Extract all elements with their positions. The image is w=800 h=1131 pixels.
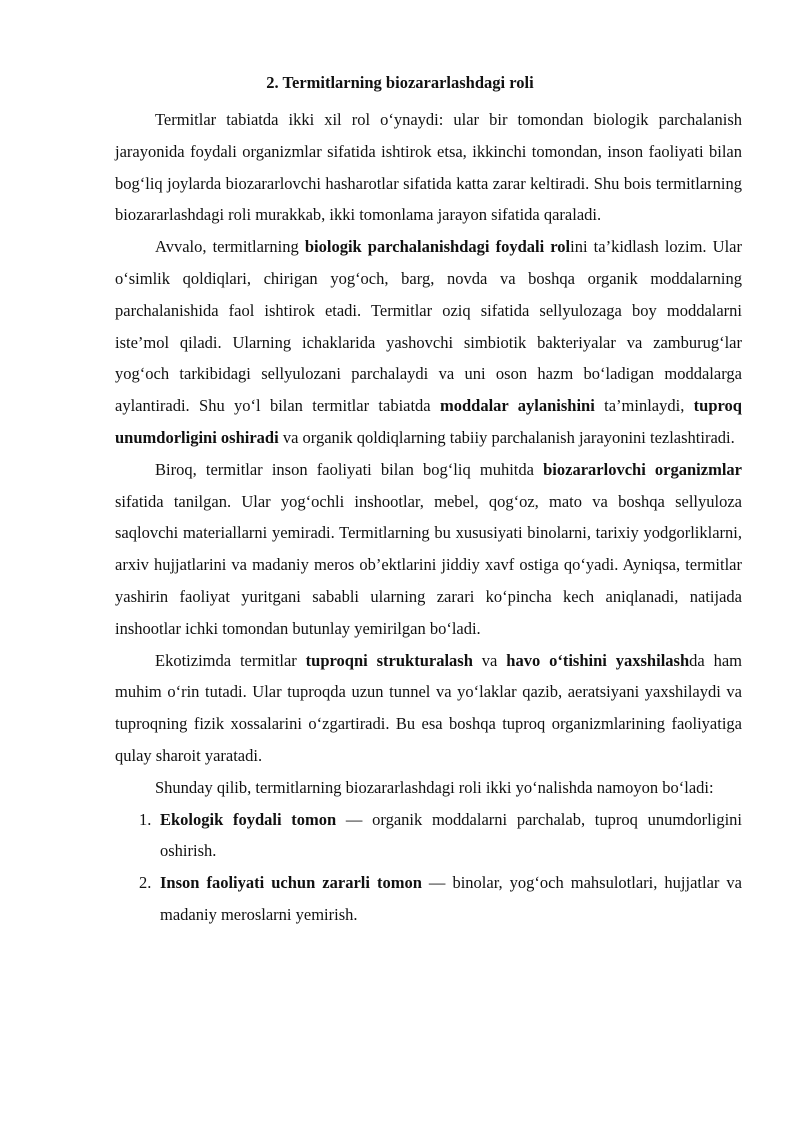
emphasis-aeration: havo o‘tishini yaxshilash xyxy=(506,650,690,670)
paragraph-ecosystem-role xyxy=(115,645,742,772)
text-span: va organik qoldiqlarning tabiiy parchalanish jarayonini tezlashtiradi. xyxy=(278,427,735,447)
paragraph-intro: Termitlar tabiatda ikki xil rol o‘ynaydi: ular bir tomondan biologik parchalanish jarayonida foydali organizmlar sifatida ishtirok etsa, ikkinchi tomondan, inson faoliyati bilan bog‘liq joylarda biozararlovchi hasharotlar sifatida katta zarar keltiradi. Shu bois termitlarning biozararlashdagi roli murakkab, ikki tomonlama jarayon sifatida qaraladi. xyxy=(115,110,742,225)
text-span: va xyxy=(472,650,507,670)
text-span: Biroq, termitlar inson faoliyati bilan bog‘liq muhitda xyxy=(155,459,544,479)
paragraph-harmful-role xyxy=(115,454,742,645)
text-span: Avvalo, termitlarning xyxy=(155,237,305,257)
list-number: 2. xyxy=(139,873,152,893)
list-number: 1. xyxy=(139,809,152,829)
emphasis-beneficial-role: biologik parchalanishdagi foydali rol xyxy=(304,237,571,257)
paragraph-conclusion: Shunday qilib, termitlarning biozararlashdagi roli ikki yo‘nalishda namoyon bo‘ladi: xyxy=(155,777,714,797)
list-item xyxy=(115,804,742,868)
emphasis-biodamaging-organisms: biozararlovchi organizmlar xyxy=(543,459,742,479)
conclusion-list xyxy=(115,804,742,931)
list-item-heading: Inson faoliyati uchun zararli tomon xyxy=(160,873,422,893)
list-item xyxy=(115,867,742,931)
section-title: 2. Termitlarning biozararlashdagi roli xyxy=(266,73,534,92)
text-span: da ham muhim o‘rin tutadi. Ular tuproqda uzun tunnel va yo‘laklar qazib, aeratsiyani yaxshilaydi va tuproqning fizik xossalarini o‘zgartiradi. Bu esa boshqa tuproq organizmlarining faoliyatiga qulay sharoit yaratadi. xyxy=(115,650,743,765)
list-item-text: — binolar, yog‘och mahsulotlari, hujjatlar va madaniy meroslarni yemirish. xyxy=(160,873,742,924)
emphasis-nutrient-cycle: moddalar aylanishini xyxy=(439,396,595,416)
text-span: ta’minlaydi, xyxy=(594,396,694,416)
text-span: sifatida tanilgan. Ular yog‘ochli inshootlar, mebel, qog‘oz, mato va boshqa sellyuloza saqlovchi materiallarni yemiradi. Termitlarning bu xususiyati binolarni, tarixiy yodgorliklarni, arxiv hujjatlarini va madaniy meros ob’ektlarini jiddiy xavf ostiga qo‘yadi. Ayniqsa, termitlar yashirin faoliyat yuritgani sababli ularning zarari ko‘pincha kech aniqlanadi, natijada inshootlar ichki tomondan butunlay yemirilgan bo‘ladi. xyxy=(115,491,742,638)
text-span: Ekotizimda termitlar xyxy=(155,650,306,670)
paragraph-beneficial-role xyxy=(115,231,742,454)
document-body xyxy=(115,104,742,931)
emphasis-soil-fertility: tuproq unumdorligini oshiradi xyxy=(115,396,742,447)
list-item-heading: Ekologik foydali tomon xyxy=(160,809,337,829)
emphasis-soil-structuring: tuproqni strukturalash xyxy=(305,650,473,670)
text-span: ini ta’kidlash lozim. Ular o‘simlik qoldiqlari, chirigan yog‘och, barg, novda va boshqa organik moddalarning parchalanishida faol ishtirok etadi. Termitlar oziq sifatida sellyulozaga boy moddalarni iste’mol qiladi. Ularning ichaklarida yashovchi simbiotik bakteriyalar va zamburug‘lar yog‘och tarkibidagi sellyulozani parchalaydi va uni oson hazm bo‘ladigan moddalarga aylantiradi. Shu yo‘l bilan termitlar tabiatda xyxy=(115,237,742,416)
list-item-text: — organik moddalarni parchalab, tuproq unumdorligini oshirish. xyxy=(160,809,742,861)
